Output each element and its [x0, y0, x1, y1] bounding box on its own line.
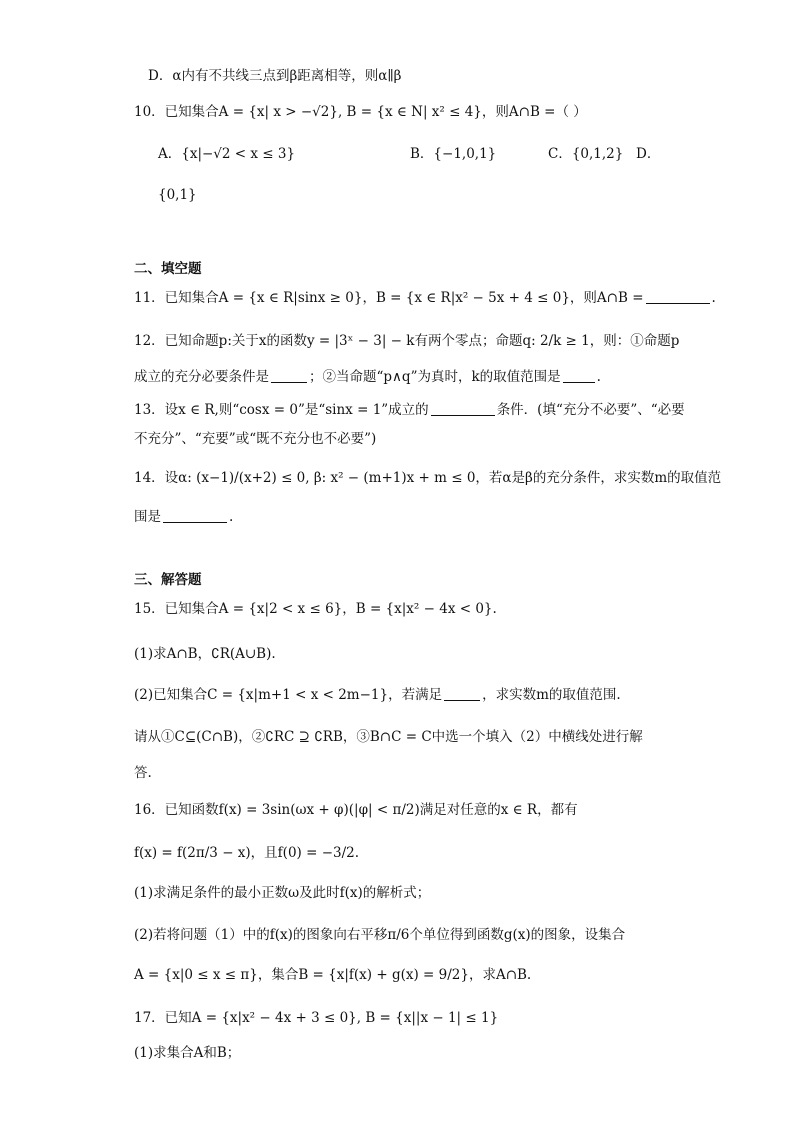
q14-text-1: 围是	[134, 509, 161, 525]
question-17: 17．已知A = {x|x² − 4x + 3 ≤ 0}, B = {x||x − 1| ≤ 1}	[134, 1010, 499, 1026]
question-16-line2: f(x) = f(2π/3 − x)，且f(0) = −3/2.	[134, 845, 360, 861]
question-12-line1: 12．已知命题p:关于x的函数y = |3ˣ − 3| − k有两个零点；命题q: 2/k ≥ 1，则：①命题p	[134, 333, 680, 349]
q14-text-2: .	[229, 509, 234, 525]
question-14-line1: 14．设α: (x−1)/(x+2) ≤ 0, β: x² − (m+1)x + m ≤ 0，若α是β的充分条件，求实数m的取值范	[134, 470, 722, 486]
q16-part-1: (1)求满足条件的最小正数ω及此时f(x)的解析式；	[134, 885, 431, 901]
q11-end: .	[711, 290, 716, 306]
question-15: 15．已知集合A = {x|2 < x ≤ 6}，B = {x|x² − 4x < 0}.	[134, 601, 497, 617]
question-12-line2	[134, 366, 601, 388]
q13-blank	[431, 401, 495, 416]
section-solve: 三、解答题	[134, 572, 202, 588]
q15-part-1: (1)求A∩B，∁R(A∪B).	[134, 646, 276, 662]
section-fill-in-blank: 二、填空题	[134, 261, 202, 277]
q11-answer-blank	[646, 289, 710, 304]
question-11	[134, 287, 716, 309]
question-10: 10．已知集合A = {x| x > −√2}, B = {x ∈ N| x² ≤ 4}，则A∩B =（ ）	[134, 104, 587, 120]
q15-part-2-text-1: (2)已知集合C = {x|m+1 < x < 2m−1}，若满足	[134, 687, 443, 703]
q13-text-1: 13．设x ∈ R,则“cosx = 0”是“sinx = 1”成立的	[134, 402, 429, 418]
q15-blank	[444, 686, 480, 701]
q12-blank-2	[563, 368, 595, 383]
q15-instruction: 请从①C⊆(C∩B)，②∁RC ⊇ ∁RB，③B∩C = C中选一个填入（2）中横线处进行解	[134, 729, 643, 745]
q15-instruction-end: 答.	[134, 765, 152, 781]
q15-part-2-text-2: ，求实数m的取值范围.	[482, 687, 621, 703]
q16-part-2-line1: (2)若将问题（1）中的f(x)的图象向右平移π/6个单位得到函数g(x)的图象，设集合	[134, 927, 626, 943]
question-13-line2: 不充分”、“充要”或“既不充分也不必要”)	[134, 431, 377, 447]
q11-text: 11．已知集合A = {x ∈ R|sinx ≥ 0}，B = {x ∈ R|x² − 5x + 4 ≤ 0}，则A∩B =	[134, 290, 644, 306]
q10-option-c: C．{0,1,2}	[548, 146, 624, 162]
q10-option-d: D．	[636, 146, 661, 162]
q12-blank-1	[271, 368, 307, 383]
q13-text-2: 条件．(填“充分不必要”、“必要	[496, 402, 685, 418]
q14-blank	[163, 508, 227, 523]
question-14-line2	[134, 506, 233, 528]
q9-option-d: D．α内有不共线三点到β距离相等，则α∥β	[148, 68, 402, 84]
question-13-line1	[134, 399, 685, 421]
q12-text-1: 成立的充分必要条件是	[134, 369, 269, 385]
q12-text-3: .	[596, 369, 601, 385]
q16-part-2-line2: A = {x|0 ≤ x ≤ π}，集合B = {x|f(x) + g(x) = 9/2}，求A∩B.	[134, 967, 532, 983]
q10-option-a: A．{x|−√2 < x ≤ 3}	[158, 146, 296, 162]
q15-part-2	[134, 684, 621, 706]
q17-part-1: (1)求集合A和B；	[134, 1045, 241, 1061]
q12-text-2: ；②当命题“p∧q”为真时，k的取值范围是	[309, 369, 561, 385]
q10-option-d-value: {0,1}	[158, 187, 197, 203]
q10-option-b: B．{−1,0,1}	[410, 146, 497, 162]
question-16-line1: 16．已知函数f(x) = 3sin(ωx + φ)(|φ| < π/2)满足对任意的x ∈ R，都有	[134, 802, 578, 818]
